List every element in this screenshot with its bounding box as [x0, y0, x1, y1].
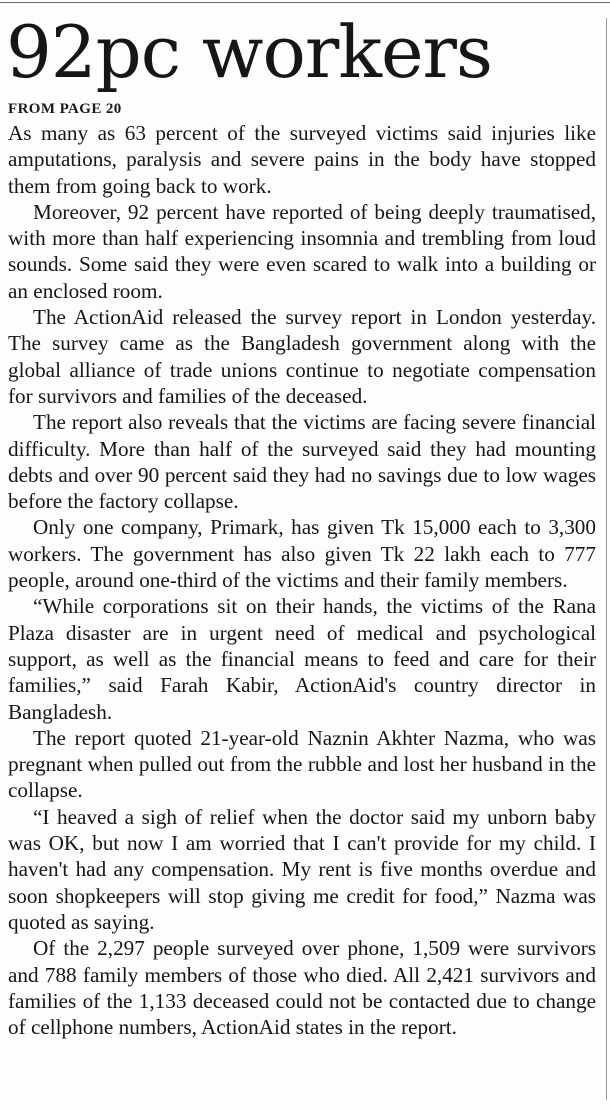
- jump-line: FROM PAGE 20: [8, 101, 122, 117]
- article-paragraph: “While corporations sit on their hands, the victims of the Rana Plaza disaster are in urgent need of medical and psychological support, as well as the financial means to feed and care for their families,” said Farah Kabir, ActionAid's country director in Bangladesh.: [8, 594, 596, 724]
- headline: 92pc workers: [6, 10, 492, 94]
- article-paragraph: Only one company, Primark, has given Tk 15,000 each to 3,300 workers. The government has also given Tk 22 lakh each to 777 people, around one-third of the victims and their family members.: [8, 515, 596, 593]
- article-paragraph: “I heaved a sigh of relief when the doctor said my unborn baby was OK, but now I am worried that I can't provide for my child. I haven't had any compensation. My rent is five months overdue and soon shopkeepers will stop giving me credit for food,” Nazma was quoted as saying.: [8, 804, 596, 934]
- article-paragraph: As many as 63 percent of the surveyed victims said injuries like amputations, paralysis and severe pains in the body have stopped them from going back to work.: [8, 121, 596, 198]
- article-paragraph: The report quoted 21-year-old Naznin Akhter Nazma, who was pregnant when pulled out from the rubble and lost her husband in the collapse.: [8, 725, 596, 803]
- article-paragraph: The ActionAid released the survey report in London yesterday. The survey came as the Bangladesh government along with the global alliance of trade unions continue to negotiate compensation for survivors and families of the deceased.: [8, 305, 596, 408]
- column-border-rule: [606, 18, 607, 1100]
- article-paragraph: Of the 2,297 people surveyed over phone, 1,509 were survivors and 788 family members of those who died. All 2,421 survivors and families of the 1,133 deceased could not be contacted due to change of cellphone numbers, ActionAid states in the report.: [8, 936, 596, 1040]
- article-paragraph: Moreover, 92 percent have reported of being deeply traumatised, with more than half experiencing insomnia and trembling from loud sounds. Some said they were even scared to walk into a building or an enclosed room.: [8, 199, 596, 303]
- article-paragraph: The report also reveals that the victims are facing severe financial difficulty. More than half of the surveyed said they had mounting debts and over 90 percent said they had no savings due to low wages before the factory collapse.: [8, 410, 596, 514]
- article-body: [8, 120, 596, 1040]
- top-border-rule: [0, 2, 610, 3]
